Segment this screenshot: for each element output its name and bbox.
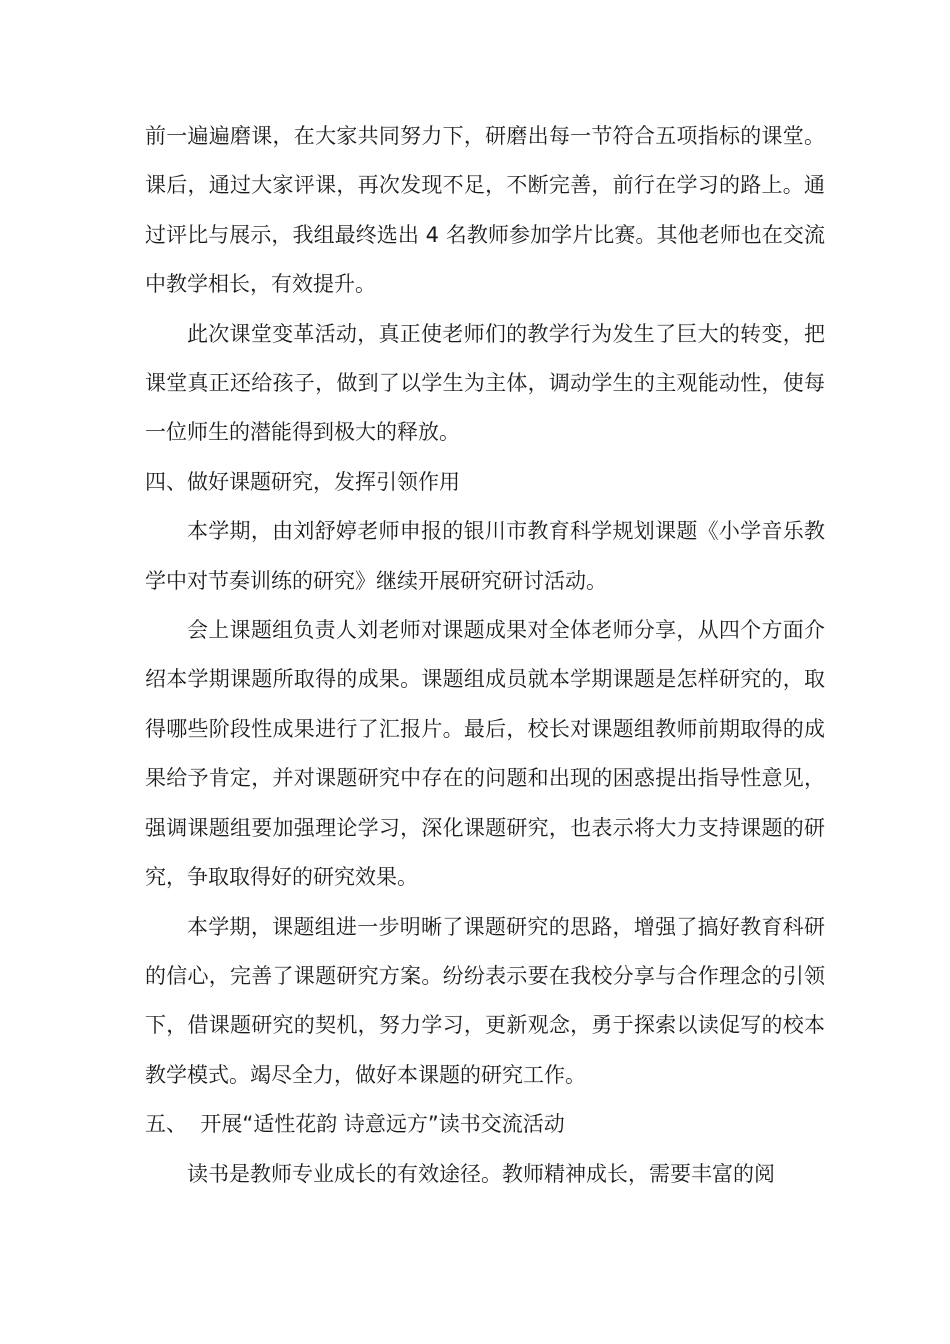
section-heading-5: 五、 开展“适性花韵 诗意远方”读书交流活动 [145,1112,565,1137]
paragraph-research-meeting: 会上课题组负责人刘老师对课题成果对全体老师分享，从四个方面介绍本学期课题所取得的成果。课题组成员就本学期课题是怎样研究的，取得哪些阶段性成果进行了汇报片。最后，校长对课题组教师前期取得的成果给予肯定，并对课题研究中存在的问题和出现的困惑提出指导性意见，强调课题组要加强理论学习，深化课题研究，也表示将大力支持课题的研究，争取取得好的研究效果。 [145,618,825,890]
paragraph-research-project: 本学期，由刘舒婷老师申报的银川市教育科学规划课题《小学音乐教学中对节奏训练的研究》继续开展研究研讨活动。 [145,519,825,593]
document-body [145,112,825,1199]
paragraph-research-progress: 本学期，课题组进一步明晰了课题研究的思路，增强了搞好教育科研的信心，完善了课题研究方案。纷纷表示要在我校分享与合作理念的引领下，借课题研究的契机，努力学习，更新观念，勇于探索以读促写的校本教学模式。竭尽全力，做好本课题的研究工作。 [145,914,825,1087]
section-heading-4: 四、做好课题研究，发挥引领作用 [145,469,460,494]
paragraph-reading: 读书是教师专业成长的有效途径。教师精神成长，需要丰富的阅 [187,1161,775,1186]
paragraph-classroom-reform: 此次课堂变革活动，真正使老师们的教学行为发生了巨大的转变，把课堂真正还给孩子，做到了以学生为主体，调动学生的主观能动性，使每一位师生的潜能得到极大的释放。 [145,321,825,445]
paragraph-continuation: 前一遍遍磨课，在大家共同努力下，研磨出每一节符合五项指标的课堂。课后，通过大家评课，再次发现不足，不断完善，前行在学习的路上。通过评比与展示，我组最终选出 4 名教师参加学片比赛。其他老师也在交流中教学相长，有效提升。 [145,124,825,297]
